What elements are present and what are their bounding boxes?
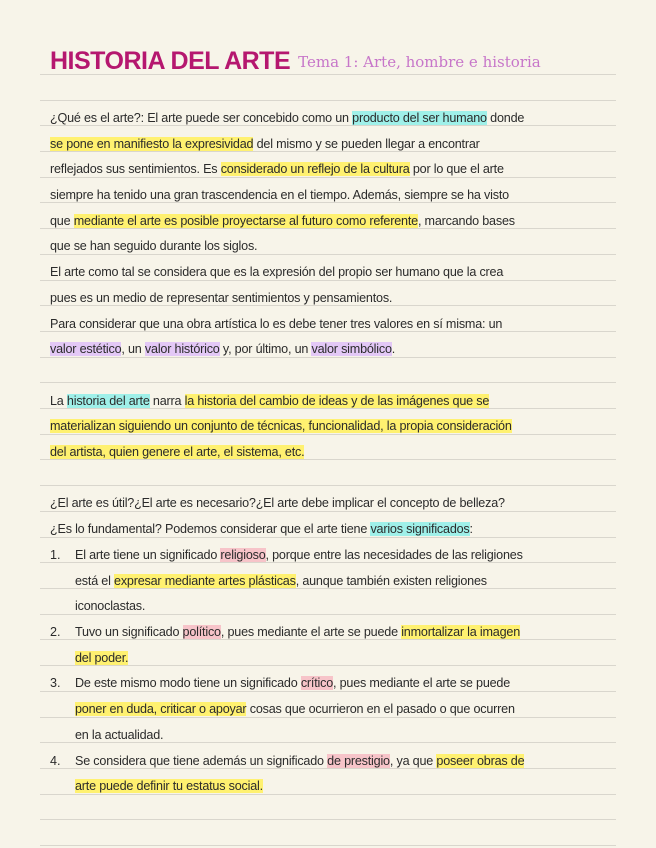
page-header <box>50 47 541 76</box>
text-line <box>75 673 510 693</box>
text-line <box>50 339 395 359</box>
text-segment: , pues mediante el arte se puede <box>333 676 511 690</box>
highlighted-text: poseer obras de <box>436 754 525 768</box>
text-line <box>50 134 480 154</box>
highlighted-text: poner en duda, criticar o apoyar <box>75 702 247 716</box>
highlighted-text: valor simbólico <box>311 342 392 356</box>
text-line <box>50 519 473 539</box>
text-segment: ¿Es lo fundamental? Podemos considerar que el arte tiene <box>50 522 371 536</box>
text-line <box>50 314 502 334</box>
text-segment: reflejados sus sentimientos. Es <box>50 162 221 176</box>
highlighted-text: inmortalizar la imagen <box>401 625 520 639</box>
text-segment: La <box>50 394 67 408</box>
text-segment: iconoclastas. <box>75 599 146 613</box>
text-line <box>50 185 509 205</box>
text-segment: El arte tiene un significado <box>75 548 221 562</box>
text-segment: , marcando bases <box>417 214 515 228</box>
text-segment: , aunque también existen religiones <box>295 574 487 588</box>
text-line <box>50 493 505 513</box>
text-line <box>50 442 304 462</box>
list-number: 4. <box>50 754 61 768</box>
text-line <box>50 391 489 411</box>
highlighted-text: crítico <box>300 676 333 690</box>
text-line <box>50 211 515 231</box>
text-segment: por lo que el arte <box>409 162 504 176</box>
text-segment: De este mismo modo tiene un significado <box>75 676 301 690</box>
text-segment: que <box>50 214 74 228</box>
highlighted-text: arte puede definir tu estatus social. <box>75 779 263 793</box>
text-segment: , ya que <box>389 754 437 768</box>
highlighted-text: de prestigio <box>327 754 390 768</box>
highlighted-text: considerado un reflejo de la cultura <box>220 162 410 176</box>
highlighted-text: del artista, quien genere el arte, el sistema, etc. <box>50 445 305 459</box>
text-line <box>75 648 128 668</box>
text-segment: , un <box>121 342 145 356</box>
text-line <box>50 262 503 282</box>
text-line <box>75 776 263 796</box>
highlighted-text: expresar mediante artes plásticas <box>114 574 296 588</box>
text-segment: Tuvo un significado <box>75 625 183 639</box>
text-line <box>50 108 524 128</box>
text-line <box>75 545 523 565</box>
highlighted-text: la historia del cambio de ideas y de las imágenes que se <box>184 394 490 408</box>
text-segment: donde <box>486 111 525 125</box>
text-segment: cosas que ocurrieron en el pasado o que ocurren <box>246 702 515 716</box>
highlighted-text: religioso <box>220 548 266 562</box>
list-number: 1. <box>50 548 61 562</box>
text-segment: narra <box>149 394 185 408</box>
text-line <box>75 571 487 591</box>
page-title: HISTORIA DEL ARTE <box>50 47 291 75</box>
highlighted-text: del poder. <box>75 651 129 665</box>
text-segment: . <box>391 342 396 356</box>
highlighted-text: se pone en manifiesto la expresividad <box>50 137 254 151</box>
text-segment: que se han seguido durante los siglos. <box>50 239 258 253</box>
text-segment: ¿Qué es el arte?: El arte puede ser concebido como un <box>50 111 353 125</box>
highlighted-text: valor histórico <box>144 342 220 356</box>
text-segment: está el <box>75 574 115 588</box>
highlighted-text: varios significados <box>370 522 470 536</box>
page-subtitle: Tema 1: Arte, hombre e historia <box>298 53 541 71</box>
text-line <box>50 416 512 436</box>
list-number: 3. <box>50 676 61 690</box>
highlighted-text: valor estético <box>50 342 122 356</box>
text-line <box>75 596 145 616</box>
text-segment: El arte como tal se considera que es la expresión del propio ser humano que la crea <box>50 265 504 279</box>
list-number: 2. <box>50 625 61 639</box>
text-segment: , porque entre las necesidades de las religiones <box>265 548 523 562</box>
text-line <box>75 699 515 719</box>
text-segment: del mismo y se pueden llegar a encontrar <box>253 137 480 151</box>
text-segment: : <box>469 522 473 536</box>
highlighted-text: producto del ser humano <box>352 111 487 125</box>
text-segment: Se considera que tiene además un significado <box>75 754 328 768</box>
text-line <box>50 288 392 308</box>
text-segment: ¿El arte es útil?¿El arte es necesario?¿El arte debe implicar el concepto de belleza? <box>50 496 505 510</box>
text-line <box>75 622 520 642</box>
text-line <box>75 725 163 745</box>
text-segment: pues es un medio de representar sentimientos y pensamientos. <box>50 291 393 305</box>
text-segment: siempre ha tenido una gran trascendencia en el tiempo. Además, siempre se ha visto <box>50 188 509 202</box>
text-segment: en la actualidad. <box>75 728 164 742</box>
highlighted-text: historia del arte <box>66 394 150 408</box>
highlighted-text: materializan siguiendo un conjunto de técnicas, funcionalidad, la propia consideración <box>50 419 512 433</box>
highlighted-text: mediante el arte es posible proyectarse al futuro como referente <box>73 214 418 228</box>
text-segment: Para considerar que una obra artística lo es debe tener tres valores en sí misma: un <box>50 317 503 331</box>
text-line <box>50 159 504 179</box>
text-segment: y, por último, un <box>219 342 312 356</box>
text-line <box>50 236 257 256</box>
text-line <box>75 751 524 771</box>
highlighted-text: político <box>182 625 221 639</box>
text-segment: , pues mediante el arte se puede <box>220 625 402 639</box>
